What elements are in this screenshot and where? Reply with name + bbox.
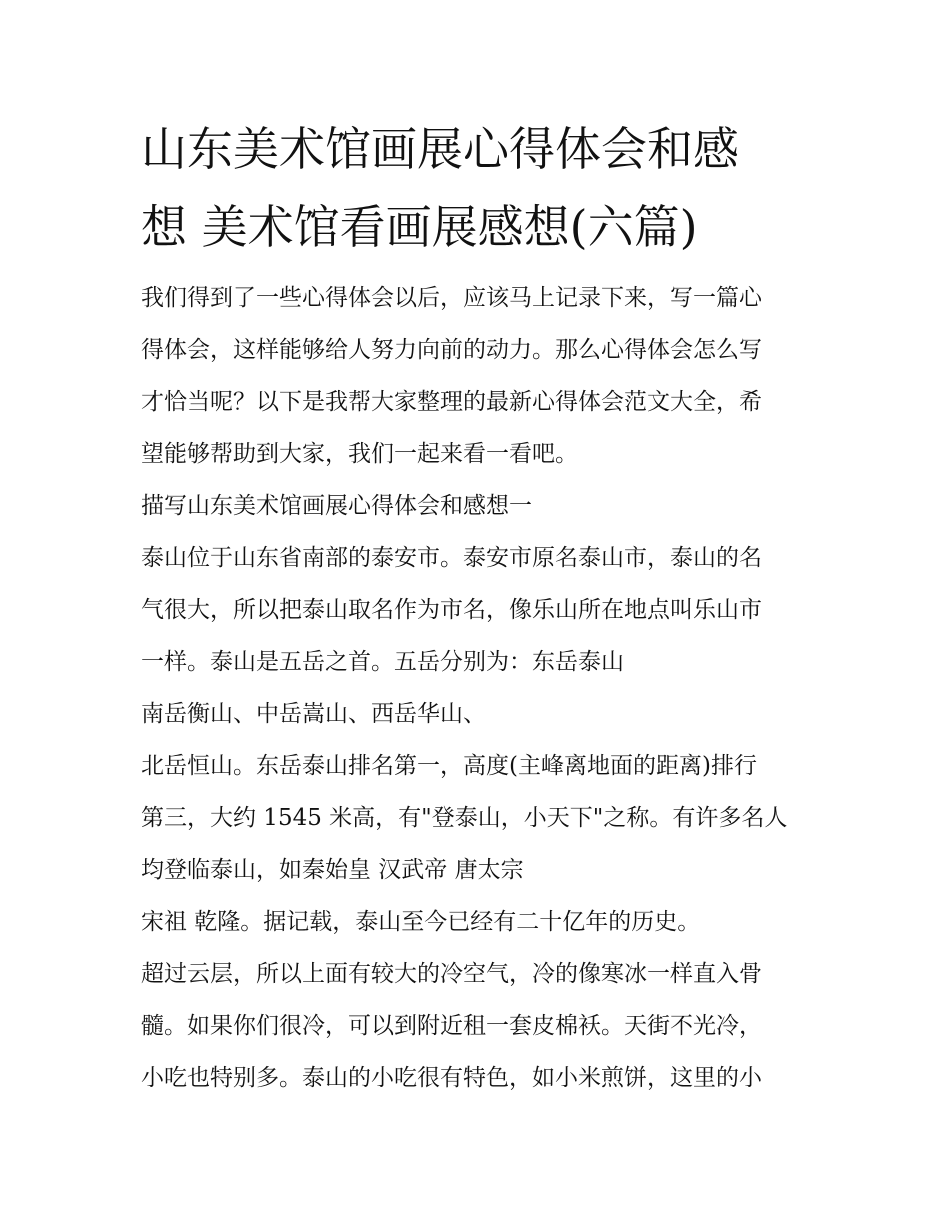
body-line: 得体会，这样能够给人努力向前的动力。那么心得体会怎么写 [141,337,762,363]
body-line: 望能够帮助到大家，我们一起来看一看吧。 [141,441,578,467]
body-line: 北岳恒山。东岳泰山排名第一，高度(主峰离地面的距离)排行 [141,753,757,779]
body-line: 南岳衡山、中岳嵩山、西岳华山、 [141,701,486,727]
document-body [141,272,821,1104]
title-line-2: 想 美术馆看画展感想(六篇) [141,200,698,254]
title-line-1: 山东美术馆画展心得体会和感 [141,122,739,176]
document-title [141,110,821,266]
body-line: 第三，大约 1545 米高，有"登泰山，小天下"之称。有许多名人 [141,805,788,831]
body-line: 泰山位于山东省南部的泰安市。泰安市原名泰山市，泰山的名 [141,545,762,571]
body-line: 均登临泰山，如秦始皇 汉武帝 唐太宗 [141,857,524,883]
section-heading: 描写山东美术馆画展心得体会和感想一 [141,493,532,519]
body-line: 髓。如果你们很冷，可以到附近租一套皮棉袄。天街不光冷， [141,1013,762,1039]
body-line: 小吃也特别多。泰山的小吃很有特色，如小米煎饼，这里的小 [141,1065,762,1091]
body-line: 气很大，所以把泰山取名作为市名，像乐山所在地点叫乐山市 [141,597,762,623]
body-line: 一样。泰山是五岳之首。五岳分别为：东岳泰山 [141,649,624,675]
body-line: 才恰当呢？以下是我帮大家整理的最新心得体会范文大全，希 [141,389,762,415]
body-line: 宋祖 乾隆。据记载，泰山至今已经有二十亿年的历史。 [141,909,701,935]
body-line: 超过云层，所以上面有较大的冷空气，冷的像寒冰一样直入骨 [141,961,762,987]
body-line: 我们得到了一些心得体会以后，应该马上记录下来，写一篇心 [141,285,762,311]
